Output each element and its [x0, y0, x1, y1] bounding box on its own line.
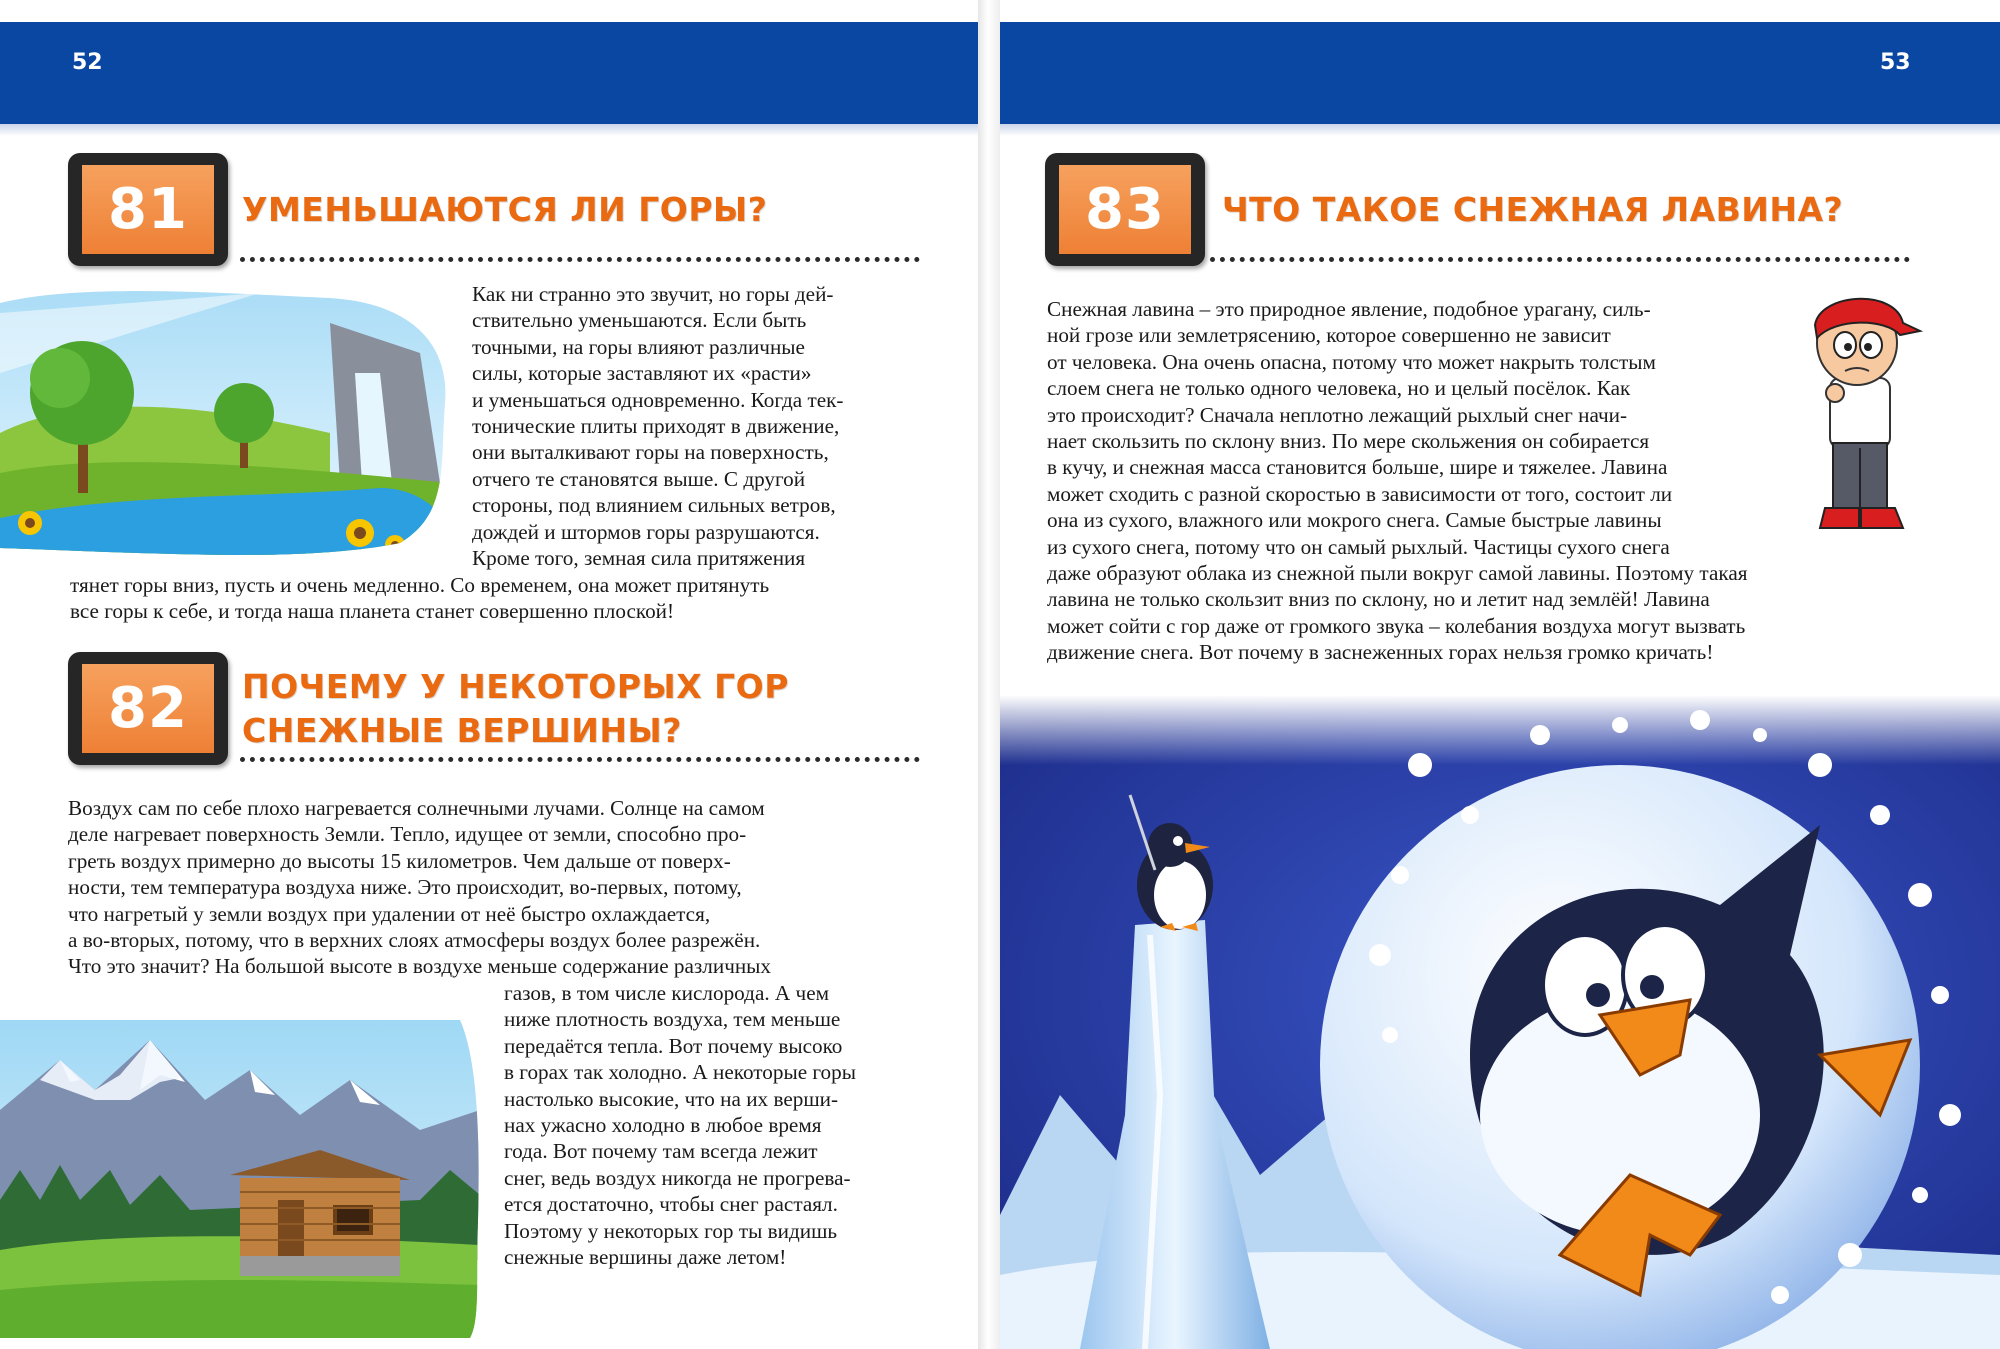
paragraph-line: ниже плотность воздуха, тем меньше [504, 1007, 841, 1032]
book-spine [978, 0, 1000, 1349]
section-82-title [242, 665, 789, 753]
paragraph-line: дождей и штормов горы разрушаются. [472, 519, 820, 544]
paragraph-line: даже образуют облака из снежной пыли вокруг самой лавины. Поэтому такая [1047, 561, 1748, 586]
paragraph-line: ности, тем температура воздуха ниже. Это происходит, во-первых, потому, [68, 875, 742, 900]
mountain-cabin-illustration [0, 1020, 480, 1338]
paragraph-line: силы, которые заставляют их «расти» [472, 361, 812, 386]
paragraph-line: тонические плиты приходят в движение, [472, 414, 840, 439]
paragraph-line: Как ни странно это звучит, но горы дей- [472, 282, 834, 306]
section-81-text-full [70, 572, 769, 625]
paragraph-line: Снежная лавина – это природное явление, подобное урагану, силь- [1047, 297, 1651, 321]
paragraph-line: движение снега. Вот почему в заснеженных горах нельзя громко кричать! [1047, 640, 1714, 665]
right-header-bar [1000, 22, 2000, 124]
paragraph-line: а во-вторых, потому, что в верхних слоях атмосферы воздух более разрежён. [68, 928, 761, 953]
section-82-title-line2: СНЕЖНЫЕ ВЕРШИНЫ? [242, 711, 682, 750]
paragraph-line: ется достаточно, чтобы снег растаял. [504, 1192, 838, 1217]
paragraph-line: слоем снега не только одного человека, но и целый посёлок. Как [1047, 376, 1631, 401]
paragraph-line: Кроме того, земная сила притяжения [472, 546, 806, 571]
paragraph-line: они выталкивают горы на поверхность, [472, 440, 829, 465]
paragraph-line: это происходит? Сначала неплотно лежащий рыхлый снег начи- [1047, 402, 1628, 427]
paragraph-line: газов, в том числе кислорода. А чем [504, 981, 830, 1005]
section-82-text-full [68, 795, 771, 980]
badge-83-number: 83 [1085, 177, 1165, 242]
paragraph-line: Что это значит? На большой высоте в воздухе меньше содержание различных [68, 954, 772, 979]
section-82-title-line1: ПОЧЕМУ У НЕКОТОРЫХ ГОР [242, 667, 789, 706]
paragraph-line: в горах так холодно. А некоторые горы [504, 1060, 856, 1085]
paragraph-line: греть воздух примерно до высоты 15 километров. Чем дальше от поверх- [68, 848, 731, 873]
section-81-divider [240, 257, 920, 262]
number-badge-83 [1045, 153, 1205, 266]
paragraph-line: что нагретый у земли воздух при удалении от неё быстро охлаждается, [68, 901, 711, 926]
paragraph-line: года. Вот почему там всегда лежит [504, 1139, 818, 1164]
section-83-divider [1210, 257, 1910, 262]
penguins-avalanche-illustration [1000, 695, 2000, 1349]
number-badge-81 [68, 153, 228, 266]
number-badge-82 [68, 652, 228, 765]
badge-81-number: 81 [108, 177, 188, 242]
section-83-title: ЧТО ТАКОЕ СНЕЖНАЯ ЛАВИНА? [1222, 190, 1844, 229]
paragraph-line: нах ужасно холодно в любое время [504, 1113, 822, 1138]
paragraph-line: и уменьшаться одновременно. Когда тек- [472, 387, 844, 412]
paragraph-line: ной грозе или землетрясению, которое совершенно не зависит [1047, 323, 1611, 348]
paragraph-line: из сухого снега, потому что он самый рыхлый. Частицы сухого снега [1047, 534, 1670, 559]
paragraph-line: тянет горы вниз, пусть и очень медленно. Со временем, она может притянуть [70, 573, 770, 597]
waterfall-landscape-illustration [0, 283, 450, 558]
badge-82-number: 82 [108, 676, 188, 741]
paragraph-line: передаётся тепла. Вот почему высоко [504, 1033, 843, 1058]
paragraph-line: может сойти с гор даже от громкого звука – колебания воздуха могут вызвать [1047, 613, 1746, 638]
paragraph-line: Воздух сам по себе плохо нагревается солнечными лучами. Солнце на самом [68, 796, 765, 820]
paragraph-line: она из сухого, влажного или мокрого снега. Самые быстрые лавины [1047, 508, 1662, 533]
paragraph-line: нает скользить по склону вниз. По мере скольжения он собирается [1047, 429, 1650, 454]
section-82-text-right [504, 980, 856, 1270]
paragraph-line: лавина не только скользит вниз по склону, но и летит над землёй! Лавина [1047, 587, 1710, 612]
paragraph-line: отчего те становятся выше. С другой [472, 466, 806, 491]
paragraph-line: деле нагревает поверхность Земли. Тепло, идущее от земли, способно про- [68, 822, 747, 847]
paragraph-line: точными, на горы влияют различные [472, 334, 805, 359]
left-page-number: 52 [72, 50, 103, 75]
section-83-text [1047, 296, 1747, 666]
section-82-divider [240, 757, 920, 762]
paragraph-line: снег, ведь воздух никогда не прогрева- [504, 1165, 851, 1190]
paragraph-line: от человека. Она очень опасна, потому что может накрыть толстым [1047, 349, 1656, 374]
paragraph-line: ствительно уменьшаются. Если быть [472, 308, 807, 333]
paragraph-line: все горы к себе, и тогда наша планета станет совершенно плоской! [70, 599, 675, 624]
right-page [1000, 0, 2000, 1349]
thinking-boy-illustration [1795, 283, 1925, 538]
left-header-bar [0, 22, 978, 124]
section-81-title: УМЕНЬШАЮТСЯ ЛИ ГОРЫ? [242, 190, 768, 229]
paragraph-line: снежные вершины даже летом! [504, 1245, 787, 1270]
paragraph-line: Поэтому у некоторых гор ты видишь [504, 1218, 838, 1243]
paragraph-line: стороны, под влиянием сильных ветров, [472, 493, 836, 518]
paragraph-line: может сходить с разной скоростью в зависимости от того, состоит ли [1047, 481, 1673, 506]
section-81-text-right [472, 281, 843, 571]
right-page-number: 53 [1880, 50, 1911, 75]
left-page [0, 0, 978, 1349]
paragraph-line: в кучу, и снежная масса становится больше, шире и тяжелее. Лавина [1047, 455, 1668, 480]
paragraph-line: настолько высокие, что на их верши- [504, 1086, 839, 1111]
